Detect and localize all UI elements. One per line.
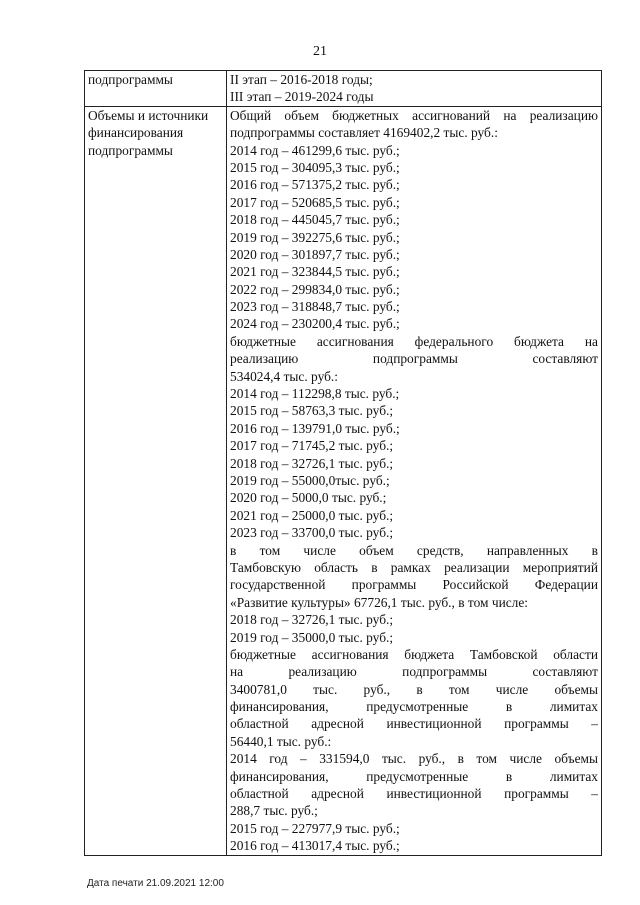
row-content-cell [227, 71, 602, 107]
content-line: 2023 год – 318848,7 тыс. руб.; [230, 299, 400, 315]
page-number: 21 [313, 44, 327, 59]
content-line: 2020 год – 5000,0 тыс. руб.; [230, 490, 387, 506]
content-line: областной адресной инвестиционной программы – [230, 716, 598, 732]
content-line: 2019 год – 35000,0 тыс. руб.; [230, 629, 394, 645]
table-row [85, 106, 602, 855]
content-line: 2018 год – 32726,1 тыс. руб.; [230, 455, 394, 471]
content-line: 2017 год – 520685,5 тыс. руб.; [230, 194, 400, 210]
content-line: 56440,1 тыс. руб.: [230, 733, 332, 749]
content-line: 2019 год – 392275,6 тыс. руб.; [230, 229, 400, 245]
content-line: в том числе объем средств, направленных в [230, 542, 598, 558]
content-line: финансирования, предусмотренные в лимитах [230, 768, 598, 784]
passport-table [84, 70, 602, 856]
content-line: 2021 год – 25000,0 тыс. руб.; [230, 507, 394, 523]
content-line: 2015 год – 58763,3 тыс. руб.; [230, 403, 394, 419]
content-line: 2018 год – 445045,7 тыс. руб.; [230, 212, 400, 228]
row-label-line: Объемы и источники [88, 107, 209, 123]
content-line: 2014 год – 461299,6 тыс. руб.; [230, 142, 400, 158]
content-line: реализацию подпрограммы составляют [230, 351, 598, 367]
content-line: 534024,4 тыс. руб.: [230, 368, 338, 384]
content-line: 288,7 тыс. руб.; [230, 803, 318, 819]
print-date-footer: Дата печати 21.09.2021 12:00 [87, 878, 224, 889]
row-label-line: подпрограммы [88, 142, 173, 158]
content-line: 2015 год – 227977,9 тыс. руб.; [230, 820, 400, 836]
content-line: 2015 год – 304095,3 тыс. руб.; [230, 159, 400, 175]
row-label-cell [85, 106, 227, 855]
content-line: Тамбовскую область в рамках реализации мероприятий [230, 559, 598, 575]
content-line: 2024 год – 230200,4 тыс. руб.; [230, 316, 400, 332]
content-line: 2020 год – 301897,7 тыс. руб.; [230, 246, 400, 262]
content-line: бюджетные ассигнования федерального бюджета на [230, 333, 598, 349]
content-line: 2016 год – 571375,2 тыс. руб.; [230, 177, 400, 193]
content-line: II этап – 2016-2018 годы; [230, 72, 373, 87]
row-label-cell [85, 71, 227, 107]
row-label-line: подпрограммы [88, 72, 173, 87]
content-line: бюджетные ассигнования бюджета Тамбовской области [230, 646, 598, 662]
content-line: 2018 год – 32726,1 тыс. руб.; [230, 612, 394, 628]
content-line: 2021 год – 323844,5 тыс. руб.; [230, 264, 400, 280]
content-line: 2014 год – 331594,0 тыс. руб., в том числе объемы [230, 751, 598, 767]
content-line: финансирования, предусмотренные в лимитах [230, 699, 598, 715]
content-line: на реализацию подпрограммы составляют [230, 664, 598, 680]
content-line: 2023 год – 33700,0 тыс. руб.; [230, 525, 394, 541]
content-line: Общий объем бюджетных ассигнований на реализацию [230, 107, 598, 123]
table-row [85, 71, 602, 107]
content-line: 2016 год – 139791,0 тыс. руб.; [230, 420, 400, 436]
content-line: III этап – 2019-2024 годы [230, 89, 374, 105]
content-line: 2019 год – 55000,0тыс. руб.; [230, 472, 390, 488]
content-line: 2022 год – 299834,0 тыс. руб.; [230, 281, 400, 297]
content-line: государственной программы Российской Федерации [230, 577, 598, 593]
content-line: 2017 год – 71745,2 тыс. руб.; [230, 438, 394, 454]
content-line: 2014 год – 112298,8 тыс. руб.; [230, 386, 400, 402]
content-line: «Развитие культуры» 67726,1 тыс. руб., в том числе: [230, 594, 529, 610]
content-line: подпрограммы составляет 4169402,2 тыс. руб.: [230, 125, 498, 141]
content-line: 2016 год – 413017,4 тыс. руб.; [230, 838, 400, 854]
content-line: 3400781,0 тыс. руб., в том числе объемы [230, 681, 598, 697]
content-line: областной адресной инвестиционной программы – [230, 786, 598, 802]
row-label-line: финансирования [88, 125, 184, 141]
row-content-cell [227, 106, 602, 855]
